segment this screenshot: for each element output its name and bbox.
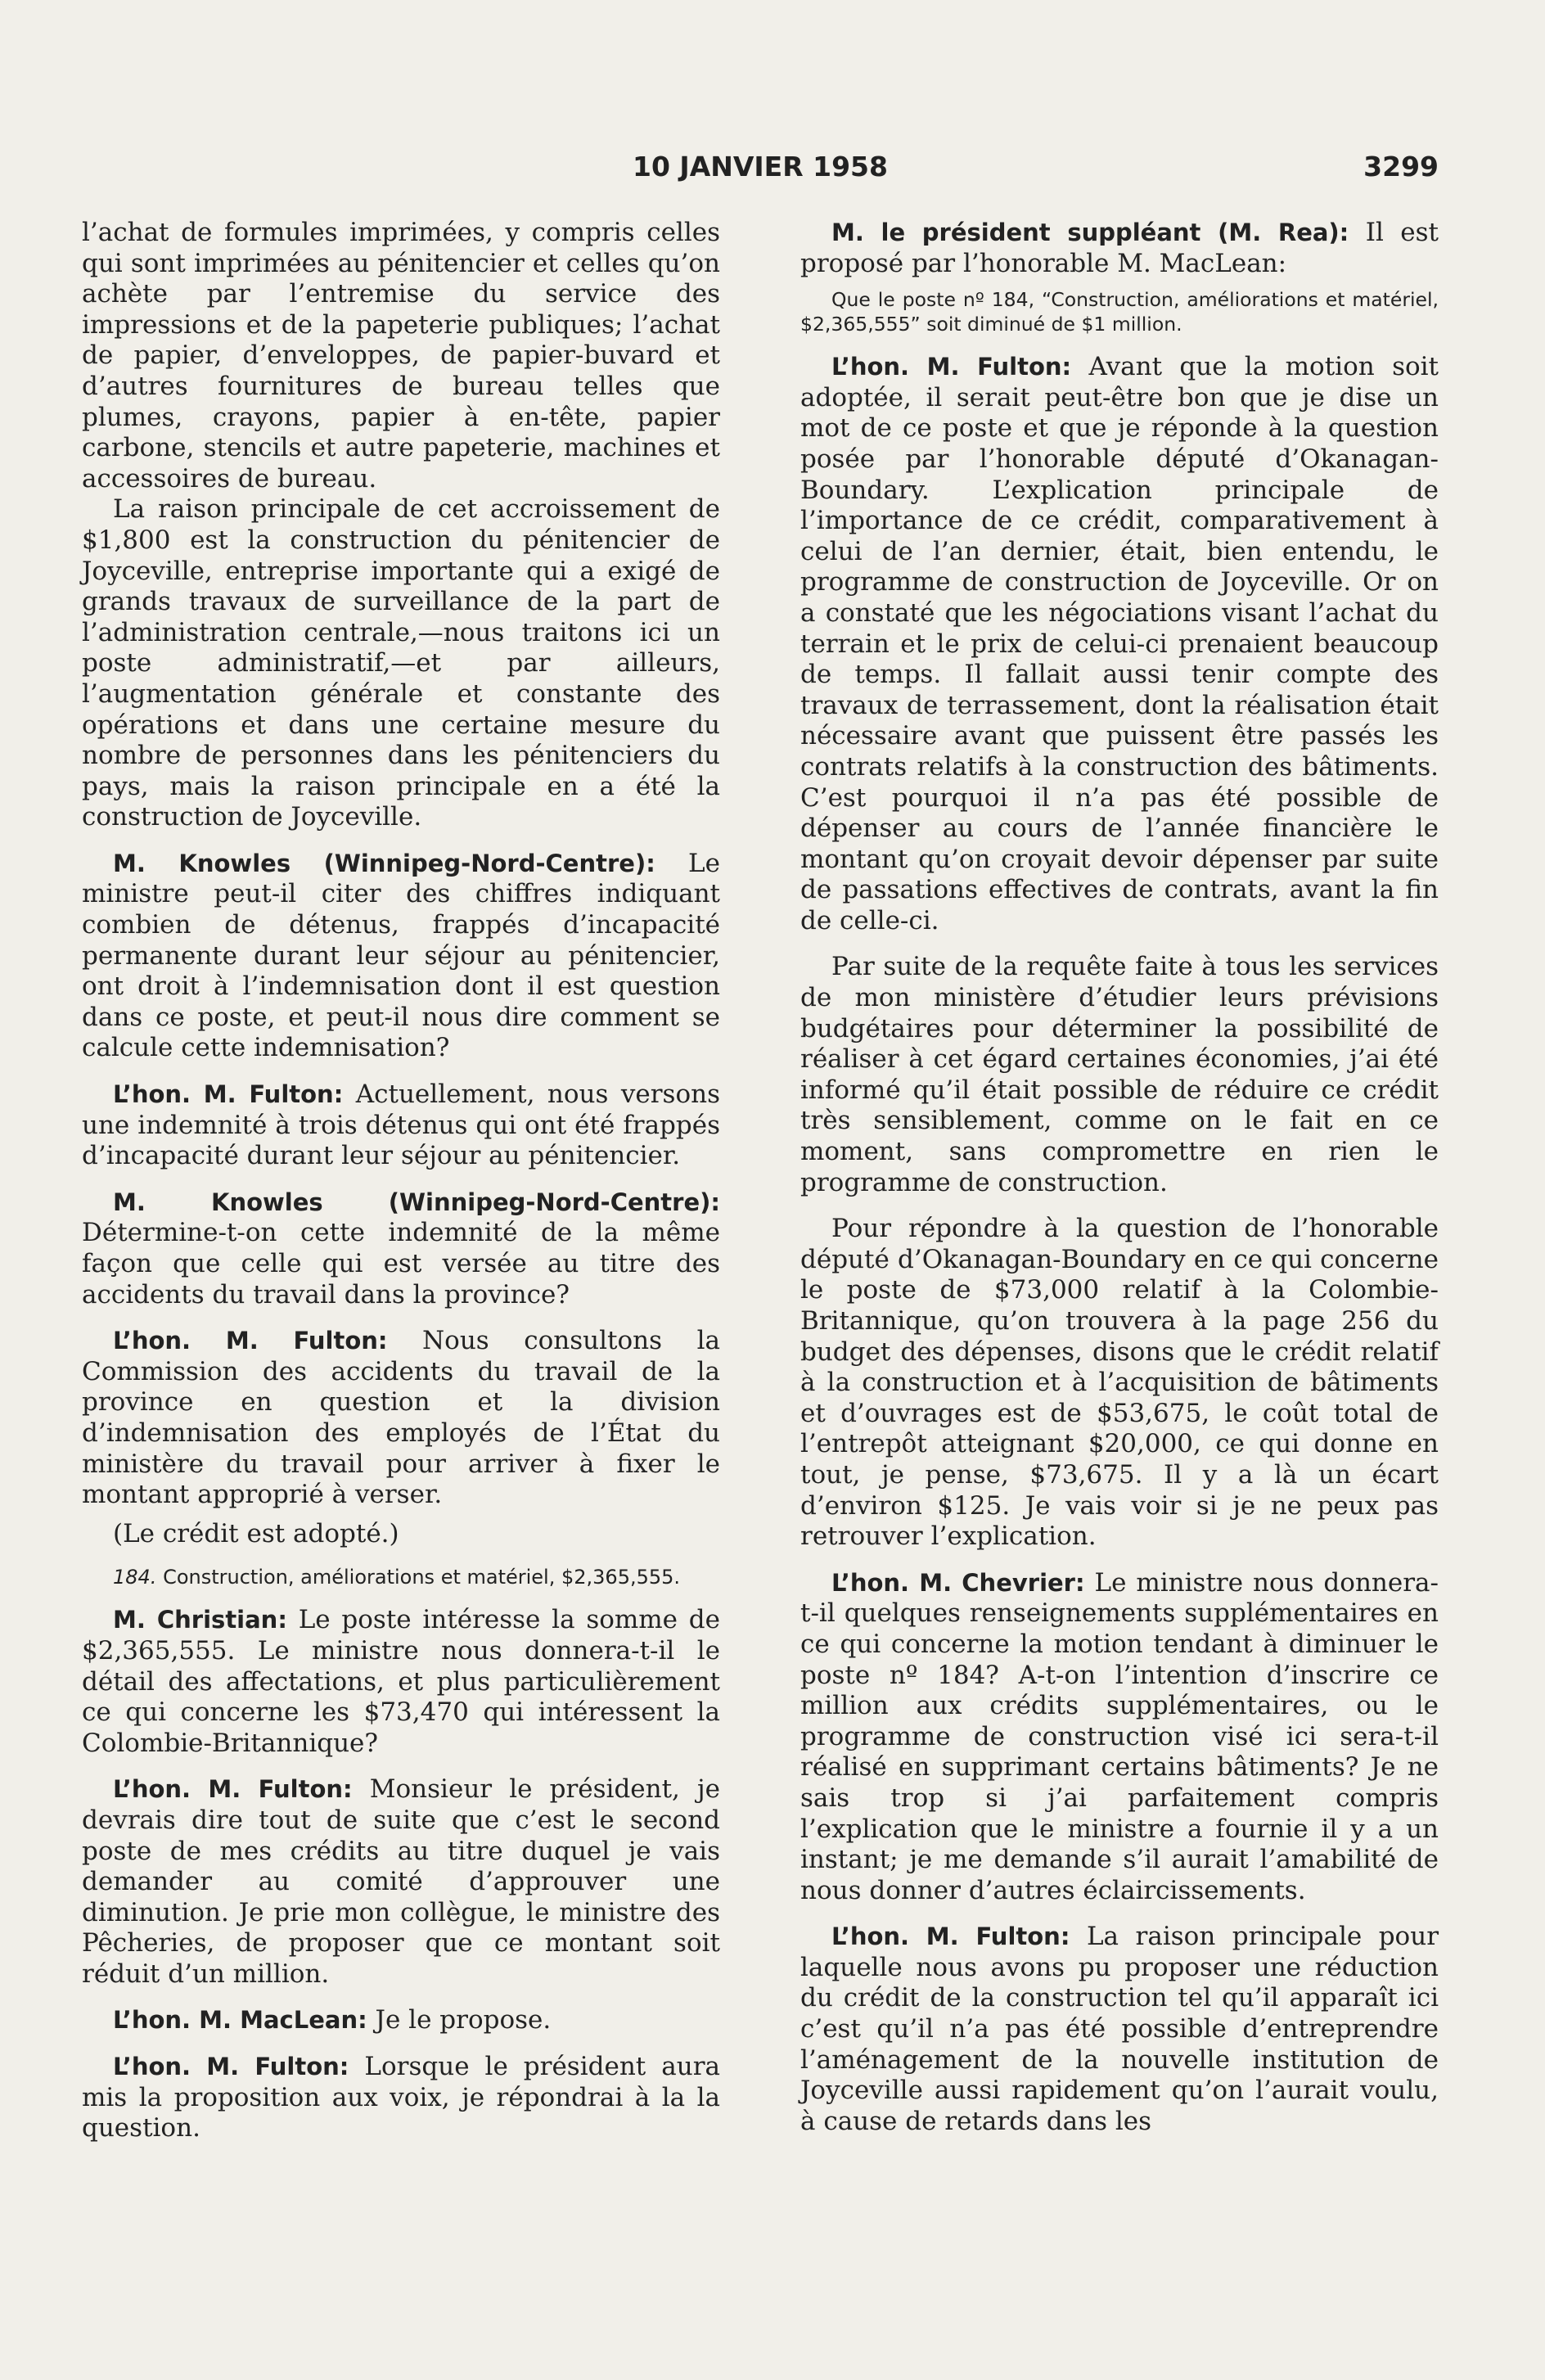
- paragraph: Pour répondre à la question de l’honorable député d’Okanagan-Boundary en ce qui concerne le poste de $73,000 relatif à la Colombie-Britannique, qu’on trouvera à la page 256 du budget des dépenses, disons que le crédit relatif à la construction et à l’acquisition de bâtiments et d’ouvrages est de $53,675, le coût total de l’entrepôt atteignant $20,000, ce qui donne en tout, je pense, $73,675. Il y a là un écart d’environ $125. Je vais voir si je ne peux pas retrouver l’explication.: [800, 1214, 1439, 1552]
- speech-paragraph: [82, 1326, 720, 1511]
- speaker-name: M. le président suppléant (M. Rea):: [831, 219, 1349, 246]
- speech-text: Le poste intéresse la somme de $2,365,555. Le ministre nous donnera-t-il le détail des affectations, et plus particulièrement ce qui concerne les $73,470 qui intéressent la Colombie-Britannique?: [82, 1605, 720, 1758]
- speaker-name: M. Knowles (Winnipeg-Nord-Centre):: [113, 849, 655, 877]
- speech-paragraph: [800, 352, 1439, 936]
- speech-paragraph: [82, 1774, 720, 1990]
- speech-paragraph: [82, 1080, 720, 1172]
- page-number: 3299: [1363, 151, 1439, 183]
- right-column: [800, 218, 1439, 2137]
- speech-text: Je le propose.: [367, 2005, 552, 2035]
- left-column: [82, 218, 720, 2144]
- speaker-name: M. Knowles (Winnipeg-Nord-Centre):: [113, 1188, 720, 1216]
- item-number: 184.: [113, 1566, 157, 1589]
- motion-text: Que le poste nº 184, “Construction, améliorations et matériel, $2,365,555” soit diminué de $1 million.: [800, 288, 1439, 336]
- paragraph: La raison principale de cet accroissement de $1,800 est la construction du pénitencier de Joyceville, entreprise importante qui a exigé de grands travaux de surveillance de la part de l’administration centrale,—nous traitons ici un poste administratif,—et par ailleurs, l’augmentation générale et constante des opérations et dans une certaine mesure du nombre de personnes dans les pénitenciers du pays, mais la raison principale en a été la construction de Joyceville.: [82, 494, 720, 832]
- speech-paragraph: [800, 1568, 1439, 1907]
- speech-text: Le ministre peut-il citer des chiffres indiquant combien de détenus, frappés d’incapacité permanente durant leur séjour au pénitencier, ont droit à l’indemnisation dont il est question dans ce poste, et peut-il nous dire comment se calcule cette indemnisation?: [82, 848, 720, 1063]
- speech-paragraph: [82, 2005, 720, 2036]
- speaker-name: L’hon. M. Fulton:: [113, 2053, 349, 2081]
- speaker-name: L’hon. M. Fulton:: [113, 1775, 353, 1804]
- speech-paragraph: [800, 218, 1439, 279]
- speaker-name: M. Christian:: [113, 1606, 287, 1634]
- page-header: [82, 151, 1439, 183]
- speech-paragraph: [800, 1922, 1439, 2137]
- speech-paragraph: [82, 1188, 720, 1310]
- speech-text: Il est proposé par l’honorable M. MacLean:: [800, 218, 1439, 278]
- speech-text: Nous consultons la Commission des accidents du travail de la province en question et la division d’indemnisation des employés de l’État du ministère du travail pour arriver à fixer le montant approprié à verser.: [82, 1326, 720, 1510]
- speech-text: Détermine-t-on cette indemnité de la même façon que celle qui est versée au titre des accidents du travail dans la province?: [82, 1218, 720, 1309]
- paragraph: l’achat de formules imprimées, y compris celles qui sont imprimées au pénitencier et celles qu’on achète par l’entremise du service des impressions et de la papeterie publiques; l’achat de papier, d’enveloppes, de papier-buvard et d’autres fournitures de bureau telles que plumes, crayons, papier à en-tête, papier carbone, stencils et autre papeterie, machines et accessoires de bureau.: [82, 218, 720, 494]
- paragraph: Par suite de la requête faite à tous les services de mon ministère d’étudier leurs prévisions budgétaires pour déterminer la possibilité de réaliser à cet égard certaines économies, j’ai été informé qu’il était possible de réduire ce crédit très sensiblement, comme on le fait en ce moment, sans compromettre en rien le programme de construction.: [800, 952, 1439, 1197]
- speech-text: Monsieur le président, je devrais dire tout de suite que c’est le second poste de mes crédits au titre duquel je vais demander au comité d’approuver une diminution. Je prie mon collègue, le ministre des Pêcheries, de proposer que ce montant soit réduit d’un million.: [82, 1774, 720, 1989]
- header-date: 10 JANVIER 1958: [633, 151, 888, 183]
- speech-text: Avant que la motion soit adoptée, il serait peut-être bon que je dise un mot de ce poste et que je réponde à la question posée par l’honorable député d’Okanagan-Boundary. L’explication principale de l’importance de ce crédit, comparativement à celui de l’an dernier, était, bien entendu, le programme de construction de Joyceville. Or on a constaté que les négociations visant l’achat du terrain et le prix de celui-ci prenaient beaucoup de temps. Il fallait aussi tenir compte des travaux de terrassement, dont la réalisation était nécessaire avant que puissent être passés les contrats relatifs à la construction des bâtiments. C’est pourquoi il n’a pas été possible de dépenser au cours de l’année financière le montant qu’on croyait devoir dépenser par suite de passations effectives de contrats, avant la fin de celle-ci.: [800, 352, 1439, 935]
- speaker-name: L’hon. M. Fulton:: [831, 353, 1072, 381]
- speech-paragraph: [82, 849, 720, 1064]
- adoption-note: (Le crédit est adopté.): [113, 1518, 399, 1548]
- speech-paragraph: [82, 2052, 720, 2144]
- speaker-name: L’hon. M. Fulton:: [113, 1327, 388, 1355]
- speech-text: Lorsque le président aura mis la proposition aux voix, je répondrai à la la question.: [82, 2052, 720, 2143]
- speech-text: Le ministre nous donnera-t-il quelques renseignements supplémentaires en ce qui concerne la motion tendant à diminuer le poste nº 184? A-t-on l’intention d’inscrire ce million aux crédits supplémentaires, ou le programme de construction visé ici sera-t-il réalisé en supprimant certains bâtiments? Je ne sais trop si j’ai parfaitement compris l’explication que le ministre a fournie il y a un instant; je me demande s’il aurait l’amabilité de nous donner d’autres éclaircissements.: [800, 1567, 1439, 1905]
- speaker-name: L’hon. M. Fulton:: [831, 1922, 1070, 1951]
- speaker-name: L’hon. M. MacLean:: [113, 2006, 367, 2035]
- speech-text: Actuellement, nous versons une indemnité à trois détenus qui ont été frappés d’incapacité durant leur séjour au pénitencier.: [82, 1080, 721, 1171]
- budget-item: [82, 1565, 720, 1589]
- speech-text: La raison principale pour laquelle nous avons pu proposer une réduction du crédit de la construction tel qu’il apparaît ici c’est qu’il n’a pas été possible d’entreprendre l’aménagement de la nouvelle institution de Joyceville aussi rapidement qu’on l’aurait voulu, à cause de retards dans les: [800, 1922, 1439, 2136]
- speaker-name: L’hon. M. Fulton:: [113, 1080, 344, 1109]
- speaker-name: L’hon. M. Chevrier:: [831, 1568, 1085, 1597]
- item-text: Construction, améliorations et matériel, $2,365,555.: [156, 1566, 681, 1589]
- speech-paragraph: [82, 1605, 720, 1759]
